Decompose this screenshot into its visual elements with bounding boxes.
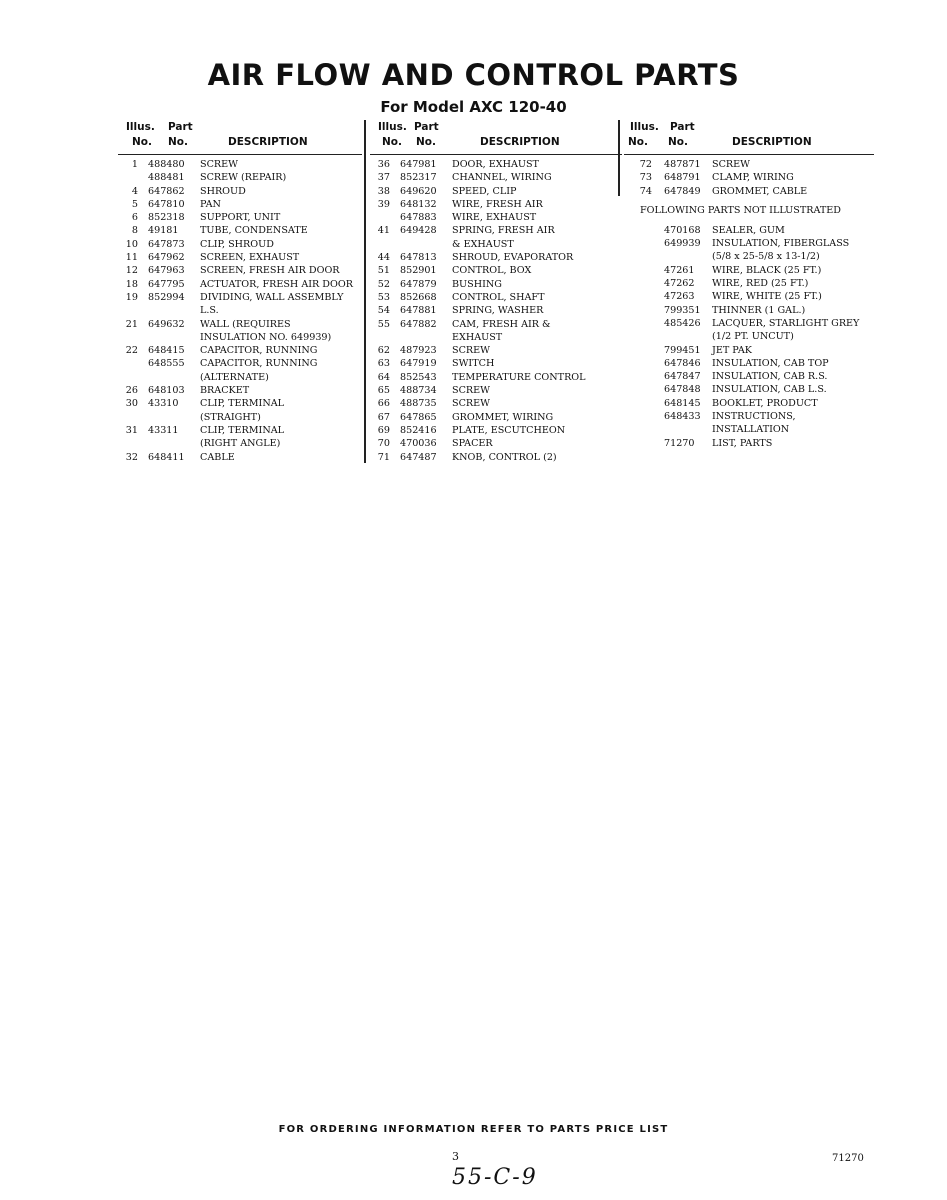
table-row [370,411,622,424]
table-row [118,251,362,264]
illus-number: 67 [377,411,390,423]
part-description: THINNER (1 GAL.) [712,304,806,316]
illus-number: 44 [377,252,390,264]
part-number: 852994 [148,291,185,303]
illus-number: 52 [377,278,390,290]
table-row [370,331,622,344]
part-description: (RIGHT ANGLE) [200,438,281,450]
part-number: 649620 [400,185,437,197]
illus-number: 73 [639,172,652,184]
table-row [118,224,362,237]
part-description: CABLE [200,451,235,463]
part-description: SPACER [452,438,493,450]
illus-number: 70 [377,438,390,450]
part-description: LACQUER, STARLIGHT GREY [712,317,860,329]
table-row [370,371,622,384]
table-row [370,424,622,437]
illus-number: 10 [125,238,138,250]
part-number: 647810 [148,198,185,210]
part-description: BOOKLET, PRODUCT [712,397,818,409]
part-number: 487923 [400,345,437,357]
table-row [370,437,622,450]
illus-number: 26 [125,385,138,397]
part-description: CONTROL, SHAFT [452,291,545,303]
part-number: 647846 [664,357,701,369]
part-description: SCREW (REPAIR) [200,172,287,184]
illus-number: 38 [377,185,390,197]
part-number: 648555 [148,358,185,370]
part-description: L.S. [200,305,219,317]
part-description: SCREW [452,345,491,357]
part-description: CAPACITOR, RUNNING [200,345,318,357]
part-description: SHROUD, EVAPORATOR [452,252,574,264]
page-title: AIR FLOW AND CONTROL PARTS [207,58,740,92]
column-divider-1 [364,120,366,463]
part-description: WIRE, FRESH AIR [452,198,543,210]
part-description: ACTUATOR, FRESH AIR DOOR [200,278,353,290]
header-description: DESCRIPTION [228,136,308,148]
table-row [118,264,362,277]
header-illus-no: No. [132,136,152,148]
table-row [118,331,362,344]
part-description: BUSHING [452,278,502,290]
table-row [118,278,362,291]
part-description: SWITCH [452,358,495,370]
table-row [370,318,622,331]
part-description: INSULATION, CAB L.S. [712,384,827,396]
illus-number: 63 [377,358,390,370]
part-number: 487871 [664,159,701,170]
illus-number: 21 [125,318,138,330]
illus-number: 64 [377,371,390,383]
part-description: EXHAUST [452,331,503,343]
table-row [118,304,362,317]
part-description: SCREW [712,159,751,170]
illus-number: 53 [377,291,390,303]
table-row [370,278,622,291]
part-number: 488480 [148,159,185,170]
part-description: & EXHAUST [452,238,514,250]
part-description: GROMMET, CABLE [712,185,808,197]
table-row [370,158,622,171]
part-description: TEMPERATURE CONTROL [452,371,586,383]
table-row [624,317,874,330]
part-number: 647862 [148,185,185,197]
table-row [624,237,874,250]
part-number: 648145 [664,397,701,409]
table-row [370,224,622,237]
part-number: 648791 [664,172,701,184]
part-description: JET PAK [712,344,752,356]
parts-rows-not-illustrated [624,224,874,450]
illus-number: 54 [377,305,390,317]
part-description: SPRING, WASHER [452,305,544,317]
part-number: 852416 [400,424,437,436]
header-illus: Illus. [378,121,407,133]
part-number: 648415 [148,345,185,357]
illus-number: 32 [125,451,138,463]
handwritten-note: 55-C-9 [452,1165,538,1190]
table-row [370,251,622,264]
part-number: 43311 [148,424,179,436]
table-row [118,371,362,384]
parts-rows [118,155,362,464]
part-number: 799351 [664,304,701,316]
illus-number: 12 [125,265,138,277]
part-description: INSULATION, CAB TOP [712,357,829,369]
part-description: CAM, FRESH AIR & [452,318,551,330]
table-row [370,304,622,317]
table-row [624,304,874,317]
table-row [118,318,362,331]
illus-number: 19 [125,291,138,303]
ordering-note: FOR ORDERING INFORMATION REFER TO PARTS PRICE LIST [278,1124,669,1135]
table-row [370,171,622,184]
part-description: (ALTERNATE) [200,371,269,383]
table-row [624,397,874,410]
table-row [118,291,362,304]
table-row [624,330,874,343]
model-subtitle: For Model AXC 120-40 [380,98,567,116]
table-row [370,185,622,198]
part-number: 647849 [664,185,701,197]
part-description: SCREW [452,398,491,410]
part-description: TUBE, CONDENSATE [200,225,308,237]
illus-number: 39 [377,198,390,210]
not-illustrated-note: FOLLOWING PARTS NOT ILLUSTRATED [640,204,841,216]
header-part-no: No. [416,136,436,148]
table-row [624,370,874,383]
part-number: 647873 [148,238,185,250]
illus-number: 51 [377,265,390,277]
part-description: PAN [200,198,221,210]
table-row [624,437,874,450]
part-description: KNOB, CONTROL (2) [452,451,557,463]
table-row [370,211,622,224]
parts-rows [370,155,622,464]
table-row [370,384,622,397]
part-number: 71270 [664,437,695,449]
header-part: Part [168,121,193,133]
part-number: 488481 [148,172,185,184]
table-row [624,224,874,237]
document-code: 71270 [832,1153,864,1164]
part-number: 647795 [148,278,185,290]
part-description: WIRE, BLACK (25 FT.) [712,264,822,276]
illus-number: 36 [377,159,390,170]
table-row [624,264,874,277]
table-row [370,264,622,277]
part-number: 648132 [400,198,437,210]
part-description: GROMMET, WIRING [452,411,554,423]
part-description: CLIP, SHROUD [200,238,274,250]
part-number: 852901 [400,265,437,277]
table-row [370,357,622,370]
part-number: 647962 [148,252,185,264]
part-number: 649428 [400,225,437,237]
table-row [624,423,874,436]
table-row [118,344,362,357]
part-description: CLAMP, WIRING [712,172,794,184]
part-number: 49181 [148,225,179,237]
part-number: 649632 [148,318,185,330]
part-description: INSULATION NO. 649939) [200,331,332,343]
illus-number: 55 [377,318,390,330]
illus-number: 22 [125,345,138,357]
part-description: SCREW [200,159,239,170]
illus-number: 11 [125,252,138,264]
header-illus: Illus. [630,121,659,133]
part-description: (STRAIGHT) [200,411,261,423]
part-number: 648433 [664,411,701,423]
table-row [118,411,362,424]
table-row [624,357,874,370]
table-row [118,158,362,171]
part-description: SCREEN, FRESH AIR DOOR [200,265,340,277]
part-number: 488734 [400,385,437,397]
table-row [118,424,362,437]
part-number: 648411 [148,451,185,463]
part-number: 470168 [664,224,701,236]
part-number: 647865 [400,411,437,423]
table-row [118,238,362,251]
parts-rows [624,155,874,198]
header-description: DESCRIPTION [480,136,560,148]
table-row [118,198,362,211]
part-description: INSTALLATION [712,424,790,436]
part-number: 852317 [400,172,437,184]
table-row [370,451,622,464]
header-part-no: No. [168,136,188,148]
illus-number: 74 [639,185,652,197]
table-row [624,290,874,303]
table-row [370,344,622,357]
part-description: SHROUD [200,185,246,197]
illus-number: 8 [131,225,138,237]
part-number: 485426 [664,317,701,329]
part-description: SPRING, FRESH AIR [452,225,555,237]
column-header [370,120,622,155]
illus-number: 18 [125,278,138,290]
part-description: INSTRUCTIONS, [712,411,796,423]
part-number: 647981 [400,159,437,170]
part-number: 488735 [400,398,437,410]
table-row [624,171,874,184]
part-number: 647882 [400,318,437,330]
illus-number: 1 [131,159,138,170]
part-number: 47263 [664,291,695,303]
part-number: 852318 [148,212,185,224]
table-row [624,383,874,396]
illus-number: 31 [125,424,138,436]
table-row [624,344,874,357]
part-description: SCREW [452,385,491,397]
parts-column-1 [118,120,362,464]
illus-number: 65 [377,385,390,397]
table-row [370,198,622,211]
part-description: SUPPORT, UNIT [200,212,281,224]
part-description: (5/8 x 25-5/8 x 13-1/2) [712,251,820,263]
part-description: (1/2 PT. UNCUT) [712,331,794,343]
table-row [118,451,362,464]
illus-number: 72 [639,159,652,170]
table-row [624,185,874,198]
part-number: 647919 [400,358,437,370]
part-number: 649939 [664,238,701,250]
part-description: WALL (REQUIRES [200,318,291,330]
part-description: DIVIDING, WALL ASSEMBLY [200,291,344,303]
part-description: CONTROL, BOX [452,265,532,277]
part-description: WIRE, EXHAUST [452,212,537,224]
part-description: INSULATION, CAB R.S. [712,371,828,383]
page-number: 3 [452,1150,459,1163]
part-description: CLIP, TERMINAL [200,424,285,436]
part-description: LIST, PARTS [712,437,773,449]
part-description: SPEED, CLIP [452,185,517,197]
table-row [118,437,362,450]
part-number: 648103 [148,385,185,397]
part-description: WIRE, WHITE (25 FT.) [712,291,822,303]
illus-number: 66 [377,398,390,410]
table-row [624,410,874,423]
column-header [624,120,874,155]
table-row [118,357,362,370]
header-part: Part [670,121,695,133]
part-number: 43310 [148,398,179,410]
illus-number: 62 [377,345,390,357]
part-description: INSULATION, FIBERGLASS [712,238,850,250]
part-number: 647883 [400,212,437,224]
part-description: DOOR, EXHAUST [452,159,539,170]
header-illus: Illus. [126,121,155,133]
part-description: SCREEN, EXHAUST [200,252,300,264]
illus-number: 4 [131,185,138,197]
part-description: CHANNEL, WIRING [452,172,552,184]
header-illus-no: No. [628,136,648,148]
column-header [118,120,362,155]
part-number: 47262 [664,278,695,290]
part-number: 647963 [148,265,185,277]
part-number: 852543 [400,371,437,383]
part-number: 647848 [664,384,701,396]
header-illus-no: No. [382,136,402,148]
illus-number: 5 [131,198,138,210]
illus-number: 71 [377,451,390,463]
header-part: Part [414,121,439,133]
part-number: 470036 [400,438,437,450]
part-number: 647879 [400,278,437,290]
illus-number: 30 [125,398,138,410]
part-number: 647487 [400,451,437,463]
table-row [118,211,362,224]
part-description: CAPACITOR, RUNNING [200,358,318,370]
part-number: 647813 [400,252,437,264]
header-part-no: No. [668,136,688,148]
illus-number: 69 [377,424,390,436]
part-description: SEALER, GUM [712,224,785,236]
illus-number: 6 [131,212,138,224]
table-row [118,185,362,198]
table-row [118,397,362,410]
part-description: PLATE, ESCUTCHEON [452,424,566,436]
part-number: 852668 [400,291,437,303]
parts-column-2 [370,120,622,464]
table-row [624,158,874,171]
illus-number: 41 [377,225,390,237]
part-number: 47261 [664,264,695,276]
part-number: 799451 [664,344,701,356]
part-description: CLIP, TERMINAL [200,398,285,410]
illus-number: 37 [377,172,390,184]
table-row [624,250,874,263]
header-description: DESCRIPTION [732,136,812,148]
part-number: 647881 [400,305,437,317]
table-row [624,277,874,290]
table-row [118,384,362,397]
table-row [370,291,622,304]
table-row [370,238,622,251]
table-row [118,171,362,184]
part-description: BRACKET [200,385,250,397]
table-row [370,397,622,410]
parts-column-3 [624,120,874,450]
part-description: WIRE, RED (25 FT.) [712,278,809,290]
part-number: 647847 [664,371,701,383]
